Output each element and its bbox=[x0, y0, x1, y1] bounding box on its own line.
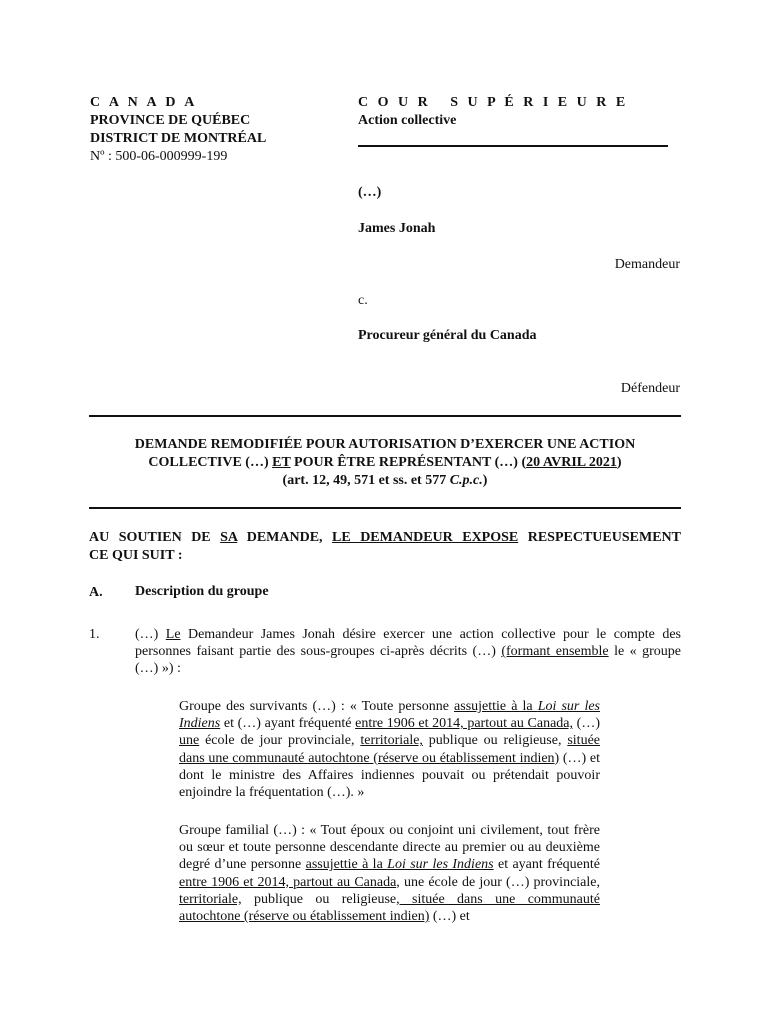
para-text: (…) bbox=[135, 627, 166, 642]
intro-text: AU SOUTIEN DE bbox=[89, 530, 221, 545]
group-text: école de jour provinciale, bbox=[199, 733, 361, 749]
para-text: Demandeur James Jonah désire exercer une action collective pour le compte des personnes faisant partie des sous-groupes ci-après décrits (…) bbox=[135, 627, 681, 660]
title-bottom-rule bbox=[89, 507, 681, 509]
title-line-3 bbox=[89, 472, 681, 490]
group-text: Groupe familial (…) : « Tout époux ou conjoint uni civilement, tout frère ou sœur et toute personne descendante directe au premier ou au deuxième degré d’une personne bbox=[179, 823, 600, 873]
file-number: Nº : 500-06-000999-199 bbox=[90, 149, 228, 164]
group-text-underlined: une bbox=[179, 733, 200, 749]
title-text-underlined: ET bbox=[272, 455, 291, 470]
section-heading: Description du groupe bbox=[135, 584, 269, 599]
intro-line-1 bbox=[89, 529, 681, 547]
versus-label: c. bbox=[358, 293, 368, 308]
court-name: C O U R S U P É R I E U R E bbox=[358, 95, 629, 110]
group-text: et (…) ayant fréquenté bbox=[220, 716, 356, 732]
court-name-block bbox=[358, 94, 628, 130]
title-date: 20 AVRIL 2021 bbox=[526, 455, 617, 470]
title-line-1: DEMANDE REMODIFIÉE POUR AUTORISATION D’EXERCER UNE ACTION bbox=[134, 437, 636, 452]
intro-statement bbox=[89, 529, 681, 565]
group-text-underlined: située dans une communauté autochtone (réserve ou établissement indien) bbox=[179, 733, 600, 766]
group-text-underlined: territoriale, bbox=[179, 891, 242, 907]
defendant-name: Procureur général du Canada bbox=[358, 328, 537, 343]
case-type: Action collective bbox=[358, 113, 457, 128]
paragraph-number: 1. bbox=[89, 627, 100, 642]
header-divider bbox=[358, 145, 668, 147]
defendant-role: Défendeur bbox=[620, 381, 680, 396]
para-text-underlined: Le bbox=[165, 627, 181, 642]
survivors-group-definition bbox=[179, 698, 600, 801]
statute-name: Loi sur les Indiens bbox=[387, 857, 494, 873]
title-text: ) bbox=[616, 455, 622, 470]
group-text-underlined: assujettie à la bbox=[454, 699, 538, 714]
statute-name: Loi sur les Indiens bbox=[179, 699, 600, 732]
title-top-rule bbox=[89, 415, 681, 417]
plaintiff-name: James Jonah bbox=[358, 221, 436, 236]
court-location-block bbox=[90, 94, 266, 166]
intro-text-underlined: SA bbox=[220, 530, 238, 545]
family-group-definition bbox=[179, 822, 600, 925]
title-text: POUR ÊTRE REPRÉSENTANT (…) ( bbox=[290, 455, 527, 470]
plaintiff-role: Demandeur bbox=[614, 257, 680, 272]
country-label: C A N A D A bbox=[90, 95, 198, 110]
document-title bbox=[89, 436, 681, 490]
title-text: COLLECTIVE (…) bbox=[148, 455, 273, 470]
group-text: Groupe des survivants (…) : « Toute personne bbox=[179, 699, 455, 714]
group-text-underlined: entre 1906 et 2014, partout au Canada, bbox=[179, 874, 400, 890]
group-text: une école de jour (…) provinciale, bbox=[399, 874, 600, 890]
group-text-underlined: assujettie à la bbox=[305, 857, 388, 873]
group-text: (…) et bbox=[429, 909, 470, 925]
group-text: publique ou religieuse, bbox=[422, 733, 568, 749]
intro-text: DEMANDE, bbox=[237, 530, 333, 545]
parties-ellipsis: (…) bbox=[358, 185, 382, 200]
group-text-underlined: , située dans une communauté autochtone (réserve ou établissement indien) bbox=[179, 891, 601, 925]
group-text-underlined: entre 1906 et 2014, partout au Canada, bbox=[355, 716, 574, 732]
group-text: publique ou religieuse bbox=[241, 891, 397, 907]
title-code: C.p.c. bbox=[449, 473, 483, 488]
district-label: DISTRICT DE MONTRÉAL bbox=[90, 131, 267, 146]
para-text-underlined: (formant ensemble bbox=[501, 644, 609, 660]
title-articles: (art. 12, 49, 571 et ss. et 577 bbox=[282, 473, 450, 488]
intro-text: RESPECTUEUSEMENT bbox=[518, 530, 681, 545]
title-line-2 bbox=[89, 454, 681, 472]
title-text: ) bbox=[482, 473, 488, 488]
intro-line-2: CE QUI SUIT : bbox=[89, 548, 183, 563]
group-text: (…) bbox=[573, 716, 600, 732]
group-text: (…) et dont le ministre des Affaires indiennes pouvait ou prétendait pouvoir enjoindre la fréquentation (…). » bbox=[179, 750, 600, 801]
section-letter: A. bbox=[89, 585, 103, 600]
group-text: et ayant fréquenté bbox=[493, 857, 600, 873]
intro-text-underlined: LE DEMANDEUR EXPOSE bbox=[332, 530, 519, 545]
group-text-underlined: territoriale, bbox=[360, 733, 423, 749]
para-text: le « groupe (…) ») : bbox=[135, 644, 681, 677]
province-label: PROVINCE DE QUÉBEC bbox=[90, 113, 251, 128]
paragraph-1 bbox=[135, 626, 681, 678]
